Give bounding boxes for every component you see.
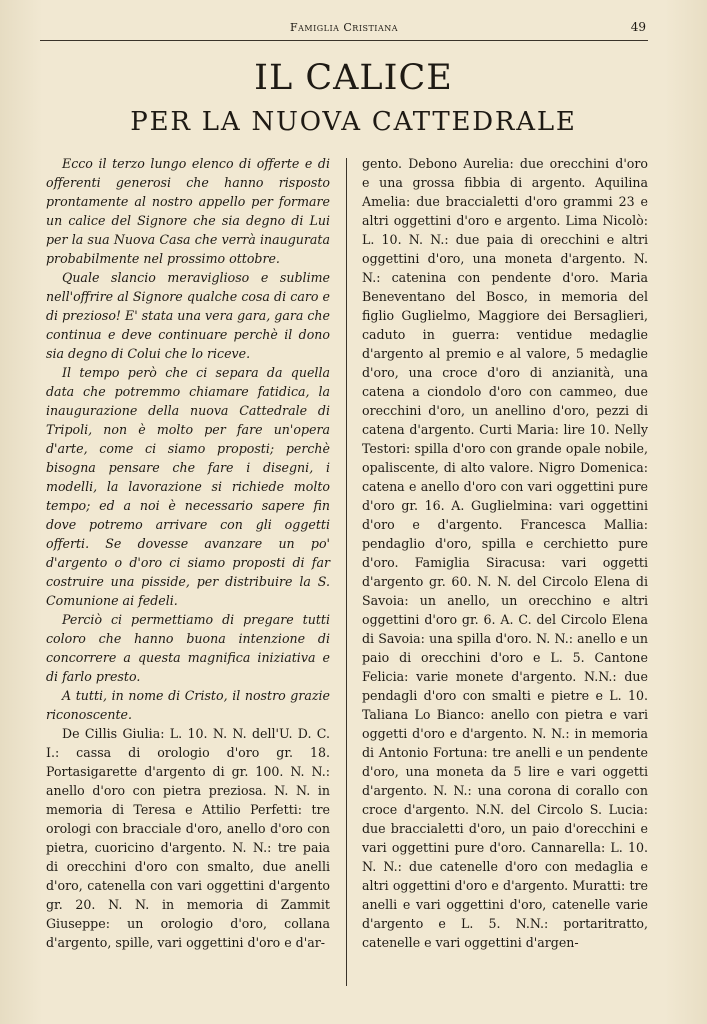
- article-subtitle: PER LA NUOVA CATTEDRALE: [130, 107, 577, 137]
- intro-paragraph: Perciò ci permettiamo di pregare tutti coloro che hanno buona intenzione di concorrere a questa magnifica iniziativa e di farlo presto.: [46, 612, 330, 684]
- journal-name: Famiglia Cristiana: [289, 21, 399, 34]
- donor-list-right: gento. Debono Aurelia: due orecchini d'oro e una grossa fibbia di argento. Aquilina Amelia: due braccialetti d'oro grammi 23 e altri oggettini d'oro e argento. Lima Nicolò: L. 10. N. N.: due paia di orecchini e altri oggettini d'oro, una moneta d'argento. N. N.: catenina con pendente d'oro. Maria Beneventano del Bosco, in memoria del figlio Guglielmo, Maggiore dei Bersaglieri, caduto in guerra: ventidue medaglie d'argento al premio e al valore, 5 medaglie d'oro, una croce d'oro di anzianità, una catena a ciondolo d'oro con cammeo, due orecchini d'oro, un anellino d'oro, pezzi di catena d'argento. Curti Maria: lire 10. Nelly Testori: spilla d'oro con grande opale nobile, opaliscente, di alto valore. Nigro Domenica: catena e anello d'oro con vari oggettini pure d'oro gr. 16. A. Guglielmina: vari oggettini d'oro e d'argento. Francesca Mallia: pendaglio d'oro, spilla e cerchietto pure d'oro. Famiglia Siracusa: vari oggetti d'argento gr. 60. N. N. del Circolo Elena di Savoia: un anello, un orecchino e altri oggettini d'oro gr. 6. A. C. del Circolo Elena di Savoia: una spilla d'oro. N. N.: anello e un paio di orecchini d'oro e L. 5. Cantone Felicia: varie monete d'argento. N.N.: due pendagli d'oro con smalti e pietre e L. 10. Taliana Lo Bianco: anello con pietra e vari oggetti d'oro e d'argento. N. N.: in memoria di Antonio Fortuna: tre anelli e un pendente d'oro, una moneta da 5 lire e vari oggetti d'argento. N. N.: una corona di corallo con croce d'argento. N.N. del Circolo S. Lucia: due braccialetti d'oro, un paio d'orecchini e vari oggettini pure d'oro. Cannarella: L. 10. N. N.: due catenelle d'oro con medaglia e altri oggettini d'oro e d'argento. Muratti: tre anelli e vari oggettini d'oro, catenelle varie d'argento e L. 5. N.N.: portaritratto, catenelle e vari oggettini d'argen-: [362, 156, 648, 950]
- page-number: 49: [630, 20, 646, 34]
- column-divider: [346, 158, 347, 986]
- running-header: [40, 18, 648, 41]
- right-column: [362, 154, 648, 952]
- donor-list-left: De Cillis Giulia: L. 10. N. N. dell'U. D. C. I.: cassa di orologio d'oro gr. 18. Portasigarette d'argento di gr. 100. N. N.: anello d'oro con pietra preziosa. N. N. in memoria di Teresa e Attilio Perfetti: tre orologi con bracciale d'oro, anello d'oro con pietra, cuoricino d'argento. N. N.: tre paia di orecchini d'oro con smalto, due anelli d'oro, catenella con vari oggettini d'argento gr. 20. N. N. in memoria di Zammit Giuseppe: un orologio d'oro, collana d'argento, spille, vari oggettini d'oro e d'ar-: [46, 726, 330, 950]
- intro-text: [46, 154, 330, 724]
- intro-paragraph: A tutti, in nome di Cristo, il nostro grazie riconoscente.: [46, 688, 330, 722]
- intro-paragraph: Ecco il terzo lungo elenco di offerte e di offerenti generosi che hanno risposto prontamente al nostro appello per formare un calice del Signore che sia degno di Lui per la sua Nuova Casa che verrà inaugurata probabilmente nel prossimo ottobre.: [46, 156, 330, 266]
- intro-paragraph: Il tempo però che ci separa da quella data che potremmo chiamare fatidica, la inaugurazione della nuova Cattedrale di Tripoli, non è molto per fare un'opera d'arte, come ci siamo proposti; perchè bisogna pensare che fare i disegni, i modelli, la lavorazione si richiede molto tempo; ed a noi è necessario sapere fin dove potremo arrivare con gli oggetti offerti. Se dovesse avanzare un po' d'argento o d'oro ci siamo proposti di far costruire una pisside, per distribuire la S. Comunione ai fedeli.: [46, 365, 330, 608]
- intro-paragraph: Quale slancio meraviglioso e sublime nell'offrire al Signore qualche cosa di caro e di prezioso! E' stata una vera gara, gara che continua e deve continuare perchè il dono sia degno di Colui che lo riceve.: [46, 270, 330, 361]
- left-column: [46, 154, 330, 952]
- article-title: IL CALICE: [254, 58, 453, 98]
